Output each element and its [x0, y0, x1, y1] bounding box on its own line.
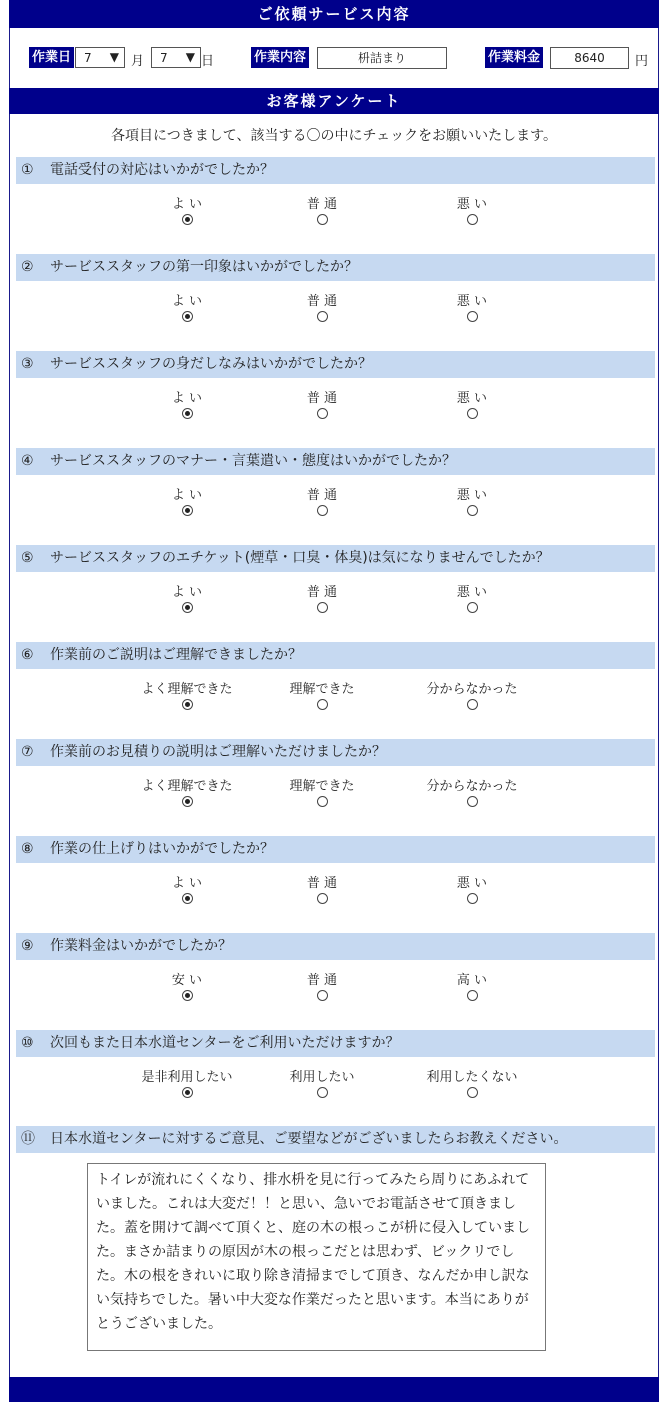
question-number: ⑧: [21, 841, 34, 857]
answer-option: [412, 1070, 532, 1102]
question-number: ⑩: [21, 1035, 34, 1051]
option-label: よ い: [171, 391, 203, 406]
question-number: ②: [21, 259, 34, 275]
question-text: 日本水道センターに対するご意見、ご要望などがございましたらお教えください。: [50, 1131, 568, 1147]
question-text: サービススタッフのマナー・言葉遣い・態度はいかがでしたか？: [50, 453, 456, 469]
radio-button[interactable]: [182, 408, 193, 419]
radio-button[interactable]: [467, 408, 478, 419]
chevron-down-icon: ▼: [185, 50, 195, 64]
question-header-6: [16, 642, 655, 669]
question-header-3: [16, 351, 655, 378]
radio-button[interactable]: [182, 214, 193, 225]
option-label: よ い: [171, 876, 203, 891]
option-label: 悪 い: [456, 488, 488, 503]
radio-button[interactable]: [467, 505, 478, 516]
option-label: 普 通: [306, 585, 338, 600]
footer-bar: [9, 1377, 659, 1402]
radio-button[interactable]: [317, 602, 328, 613]
answer-option: [412, 876, 532, 908]
answer-option: [127, 682, 247, 714]
option-label: よ い: [171, 585, 203, 600]
answer-option: [262, 488, 382, 520]
radio-button[interactable]: [317, 990, 328, 1001]
content-label: 作業内容: [251, 47, 309, 68]
question-header-2: [16, 254, 655, 281]
radio-button[interactable]: [182, 1087, 193, 1098]
question-number: ④: [21, 453, 34, 469]
answer-option: [127, 779, 247, 811]
answer-option: [127, 488, 247, 520]
radio-button[interactable]: [467, 1087, 478, 1098]
day-unit: 日: [201, 54, 215, 69]
option-label: 普 通: [306, 391, 338, 406]
radio-button[interactable]: [467, 311, 478, 322]
question-header-5: [16, 545, 655, 572]
radio-button[interactable]: [317, 796, 328, 807]
question-number: ⑪: [21, 1131, 35, 1147]
option-label: 理解できた: [289, 682, 355, 697]
question-header-10: [16, 1030, 655, 1057]
answer-option: [127, 585, 247, 617]
question-number: ⑥: [21, 647, 34, 663]
question-text: 作業前のお見積りの説明はご理解いただけましたか？: [50, 744, 386, 760]
option-label: 分からなかった: [426, 779, 518, 794]
month-value: 7: [84, 51, 92, 65]
radio-button[interactable]: [317, 893, 328, 904]
radio-button[interactable]: [317, 214, 328, 225]
option-label: 分からなかった: [426, 682, 518, 697]
option-label: 利用したくない: [426, 1070, 518, 1085]
radio-button[interactable]: [182, 796, 193, 807]
question-text: サービススタッフの第一印象はいかがでしたか？: [50, 259, 358, 275]
answer-option: [262, 294, 382, 326]
question-header-11: [16, 1126, 655, 1153]
question-text: サービススタッフのエチケット(煙草・口臭・体臭)は気になりませんでしたか？: [50, 550, 550, 566]
radio-button[interactable]: [467, 990, 478, 1001]
option-label: 理解できた: [289, 779, 355, 794]
month-select[interactable]: [75, 47, 125, 68]
radio-button[interactable]: [182, 311, 193, 322]
answer-option: [127, 197, 247, 229]
option-label: よく理解できた: [141, 779, 233, 794]
radio-button[interactable]: [467, 602, 478, 613]
option-label: 悪 い: [456, 197, 488, 212]
answer-option: [127, 294, 247, 326]
option-label: 普 通: [306, 973, 338, 988]
fee-unit: 円: [635, 54, 649, 69]
option-label: 悪 い: [456, 585, 488, 600]
question-text: 次回もまた日本水道センターをご利用いただけますか？: [50, 1035, 400, 1051]
option-label: よ い: [171, 197, 203, 212]
option-label: 高 い: [456, 973, 488, 988]
option-label: 安 い: [171, 973, 203, 988]
option-label: 悪 い: [456, 876, 488, 891]
answer-option: [412, 391, 532, 423]
question-number: ⑤: [21, 550, 34, 566]
question-number: ⑦: [21, 744, 34, 760]
answer-option: [262, 391, 382, 423]
option-label: 普 通: [306, 294, 338, 309]
content-field[interactable]: 枡詰まり: [317, 47, 447, 69]
answer-option: [412, 779, 532, 811]
day-select[interactable]: [151, 47, 201, 68]
date-label: 作業日: [29, 47, 74, 68]
chevron-down-icon: ▼: [109, 50, 119, 64]
radio-button[interactable]: [182, 990, 193, 1001]
radio-button[interactable]: [182, 602, 193, 613]
option-label: 普 通: [306, 197, 338, 212]
option-label: よく理解できた: [141, 682, 233, 697]
option-label: 悪 い: [456, 391, 488, 406]
answer-option: [262, 1070, 382, 1102]
comment-textarea[interactable]: トイレが流れにくくなり、排水枡を見に行ってみたら周りにあふれていました。これは大変だ！！と思い、急いでお電話させて頂きました。蓋を開けて調べて頂くと、庭の木の根っこが枡に侵入していました。まさか詰まりの原因が木の根っこだとは思わず、ビックリでした。木の根をきれいに取り除き清掃までして頂き、なんだか申し訳ない気持ちでした。暑い中大変な作業だったと思います。本当にありがとうございました。: [87, 1163, 546, 1351]
radio-button[interactable]: [182, 505, 193, 516]
option-label: 是非利用したい: [141, 1070, 233, 1085]
radio-button[interactable]: [182, 893, 193, 904]
radio-button[interactable]: [467, 214, 478, 225]
answer-option: [127, 391, 247, 423]
service-header: ご依頼サービス内容: [9, 0, 659, 28]
answer-option: [127, 876, 247, 908]
question-text: 作業料金はいかがでしたか？: [50, 938, 232, 954]
option-label: 普 通: [306, 488, 338, 503]
radio-button[interactable]: [317, 311, 328, 322]
option-label: 利用したい: [289, 1070, 355, 1085]
question-number: ①: [21, 162, 34, 178]
answer-option: [262, 779, 382, 811]
answer-option: [262, 682, 382, 714]
answer-option: [262, 585, 382, 617]
answer-option: [412, 294, 532, 326]
question-text: 作業前のご説明はご理解できましたか？: [50, 647, 302, 663]
answer-option: [412, 197, 532, 229]
question-text: 電話受付の対応はいかがでしたか？: [50, 162, 274, 178]
fee-field[interactable]: 8640: [550, 47, 629, 69]
day-value: 7: [160, 51, 168, 65]
answer-option: [412, 973, 532, 1005]
option-label: よ い: [171, 488, 203, 503]
question-text: 作業の仕上げりはいかがでしたか？: [50, 841, 274, 857]
answer-option: [262, 876, 382, 908]
answer-option: [262, 197, 382, 229]
option-label: 普 通: [306, 876, 338, 891]
survey-intro: 各項目につきまして、該当する〇の中にチェックをお願いいたします。: [111, 128, 557, 144]
radio-button[interactable]: [182, 699, 193, 710]
radio-button[interactable]: [467, 699, 478, 710]
question-number: ③: [21, 356, 34, 372]
fee-label: 作業料金: [485, 47, 543, 68]
question-number: ⑨: [21, 938, 34, 954]
radio-button[interactable]: [467, 893, 478, 904]
answer-option: [412, 585, 532, 617]
question-header-4: [16, 448, 655, 475]
question-header-7: [16, 739, 655, 766]
survey-header: お客様アンケート: [9, 88, 659, 114]
answer-option: [412, 682, 532, 714]
radio-button[interactable]: [317, 505, 328, 516]
question-text: サービススタッフの身だしなみはいかがでしたか？: [50, 356, 372, 372]
question-header-1: [16, 157, 655, 184]
answer-option: [127, 1070, 247, 1102]
radio-button[interactable]: [317, 699, 328, 710]
answer-option: [412, 488, 532, 520]
radio-button[interactable]: [317, 408, 328, 419]
radio-button[interactable]: [317, 1087, 328, 1098]
question-header-8: [16, 836, 655, 863]
option-label: 悪 い: [456, 294, 488, 309]
answer-option: [262, 973, 382, 1005]
question-header-9: [16, 933, 655, 960]
option-label: よ い: [171, 294, 203, 309]
month-unit: 月: [131, 54, 145, 69]
radio-button[interactable]: [467, 796, 478, 807]
answer-option: [127, 973, 247, 1005]
